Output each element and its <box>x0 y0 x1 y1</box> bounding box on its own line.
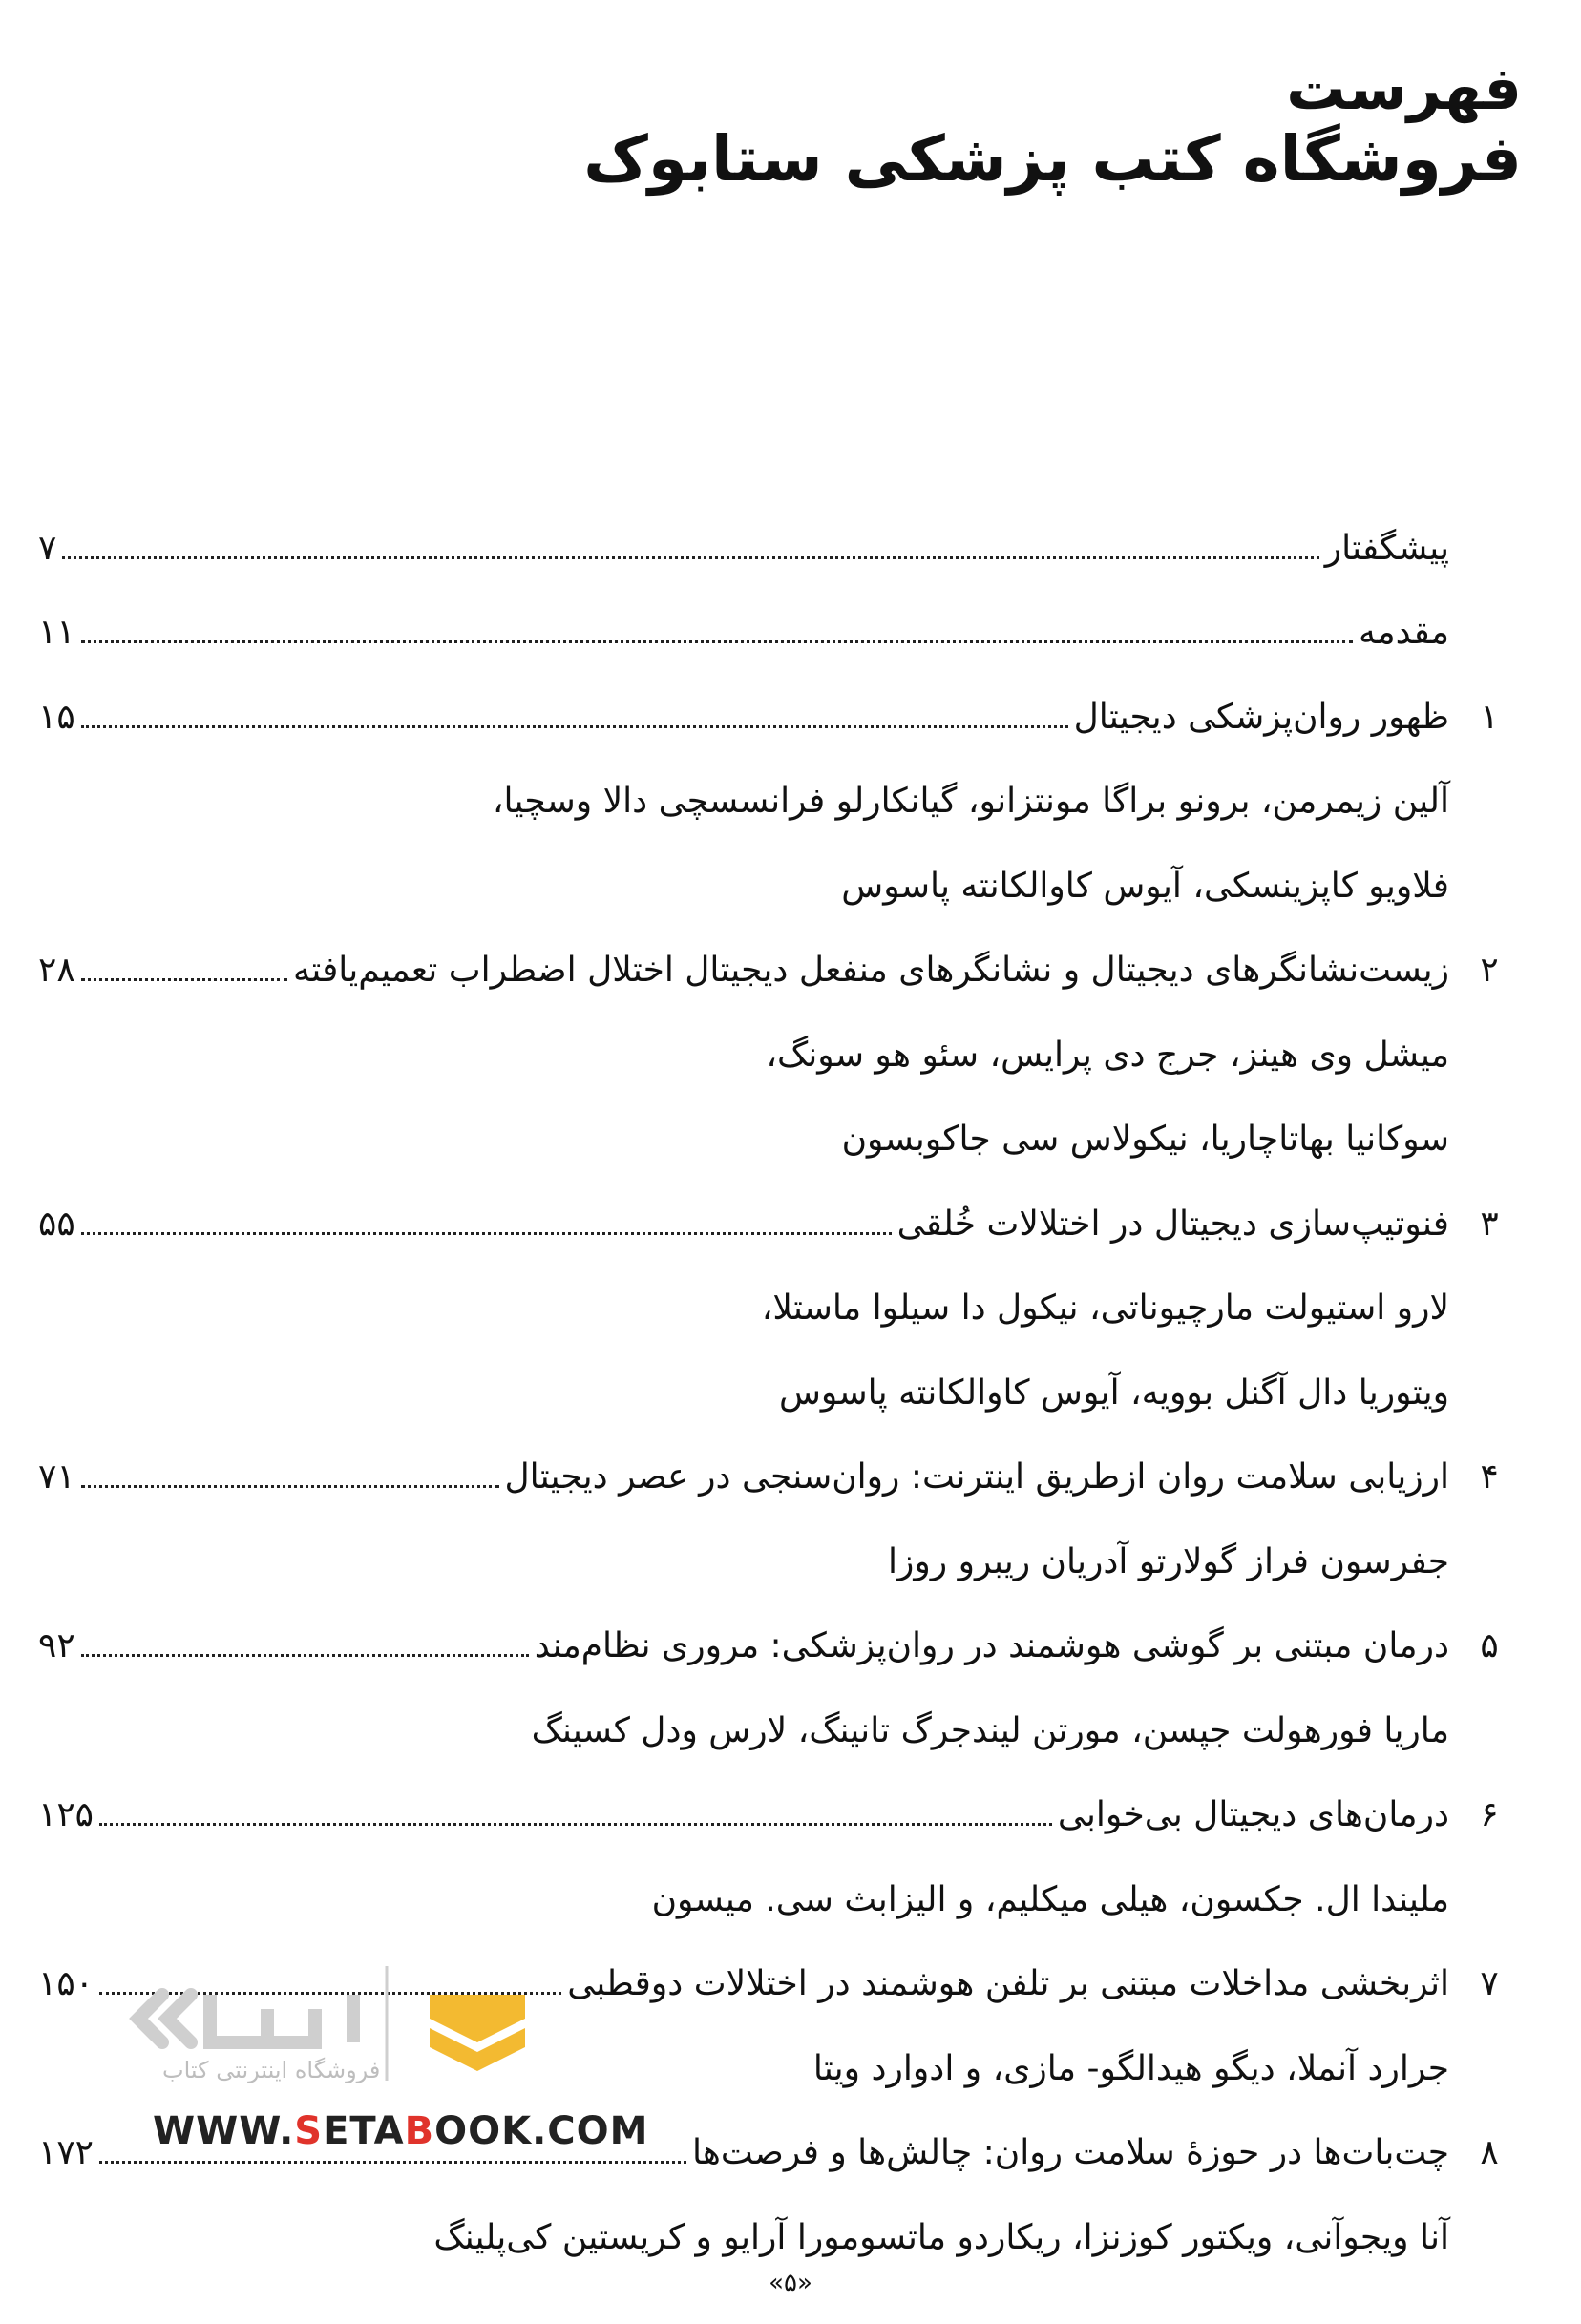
dot-leader <box>62 556 1318 559</box>
dot-leader <box>81 1232 892 1235</box>
toc-authors <box>38 1519 1449 1604</box>
chapter-number: ۸ <box>1480 2133 1499 2173</box>
dot-leader <box>81 1654 529 1657</box>
watermark-tagline: فروشگاه اینترنتی کتاب <box>162 2057 381 2083</box>
toc-page-number: ۲۸ <box>38 951 75 991</box>
toc-authors <box>38 1013 1449 1098</box>
author-names: ویتوریا دال آگنل بوویه، آیوس کاوالکانته پاسوس <box>778 1372 1449 1413</box>
toc-entry <box>38 1773 1499 1858</box>
chapter-number: ۱ <box>1480 697 1499 737</box>
author-names: آلین زیمرمن، برونو براگا مونتزانو، گیانکارلو فرانسسچی دالا وسچیا، <box>492 782 1449 822</box>
toc-page-number: ۱۵۰ <box>38 1964 95 2004</box>
toc-entry-title: اثربخشی مداخلات مبتنی بر تلفن هوشمند در اختلالات دوقطبی <box>567 1964 1449 2004</box>
toc-authors <box>38 1688 1449 1773</box>
toc-page-number: ۷۱ <box>38 1457 75 1497</box>
toc-authors <box>38 1098 1449 1183</box>
dot-leader <box>81 978 287 981</box>
toc-page-number: ۱۲۵ <box>38 1795 95 1835</box>
toc-page-number: ۵۵ <box>38 1204 75 1244</box>
store-name: فروشگاه کتب پزشکی ستابوک <box>583 122 1522 196</box>
toc-entry <box>38 1435 1499 1520</box>
toc-entry-title: زیست‌نشانگرهای دیجیتال و نشانگرهای منفعل دیجیتال اختلال اضطراب تعمیم‌یافته <box>292 951 1449 991</box>
toc-authors <box>38 760 1449 845</box>
chapter-number: ۲ <box>1480 951 1499 991</box>
author-names: ملیندا ال. جکسون، هیلی میکلیم، و الیزابث سی. میسون <box>651 1879 1449 1919</box>
toc-page-number: ۷ <box>38 528 57 568</box>
toc-entry <box>38 929 1499 1014</box>
author-names: میشل وی هینز، جرج دی پرایس، سئو هو سونگ، <box>766 1035 1449 1075</box>
toc-entry-title: درمان مبتنی بر گوشی هوشمند در روان‌پزشکی: مروری نظام‌مند <box>534 1626 1449 1666</box>
toc-authors <box>38 844 1449 929</box>
dot-leader <box>99 2161 686 2164</box>
toc-entry-title: ظهور روان‌پزشکی دیجیتال <box>1073 697 1449 737</box>
page-title: فهرست <box>1286 53 1522 123</box>
author-names: فلاویو کاپزینسکی، آیوس کاوالکانته پاسوس <box>841 866 1449 906</box>
toc-authors <box>38 1350 1449 1435</box>
toc-entry-title: چت‌بات‌ها در حوزهٔ سلامت روان: چالش‌ها و فرصت‌ها <box>691 2133 1449 2173</box>
toc-page-number: ۹۲ <box>38 1626 75 1666</box>
toc-entry-title: درمان‌های دیجیتال بی‌خوابی <box>1057 1795 1449 1835</box>
chapter-number: ۷ <box>1480 1964 1499 2004</box>
dot-leader <box>99 1823 1052 1826</box>
dot-leader <box>81 1485 499 1488</box>
dot-leader <box>99 1992 561 1995</box>
toc-entry-title: فنوتیپ‌سازی دیجیتال در اختلالات خُلقی <box>896 1204 1449 1244</box>
author-names: لارو استیولت مارچیوناتی، نیکول دا سیلوا ماستلا، <box>761 1288 1449 1329</box>
page-header <box>583 55 1522 197</box>
dot-leader <box>81 725 1068 728</box>
toc-entry <box>38 675 1499 760</box>
chapter-number: ۵ <box>1480 1626 1499 1666</box>
toc-entry-title: ارزیابی سلامت روان ازطریق اینترنت: روان‌سنجی در عصر دیجیتال <box>504 1457 1449 1497</box>
toc-authors <box>38 1267 1449 1351</box>
watermark-url: WWW.SETABOOK.COM <box>153 2109 649 2153</box>
toc-page-number: ۱۱ <box>38 613 75 653</box>
chapter-number: ۴ <box>1480 1457 1499 1497</box>
toc-authors <box>38 1857 1449 1942</box>
toc-entry <box>38 2111 1499 2196</box>
toc-entry <box>38 1604 1499 1689</box>
author-names: جفرسون فراز گولارتو آدریان ریبرو روزا <box>888 1541 1449 1581</box>
toc-page-number: ۱۷۲ <box>38 2133 95 2173</box>
toc-entry <box>38 506 1449 591</box>
toc-authors <box>38 2195 1449 2280</box>
toc-entry-title: مقدمه <box>1359 613 1449 653</box>
table-of-contents <box>38 506 1499 2280</box>
chapter-number: ۶ <box>1480 1795 1499 1835</box>
author-names: سوکانیا بهاتاچاریا، نیکولاس سی جاکوبسون <box>841 1120 1449 1160</box>
author-names: ماریا فورهولت جپسن، مورتن لیندجرگ تانینگ، لارس ودل کسینگ <box>531 1710 1449 1750</box>
author-names: جرارد آنملا، دیگو هیدالگو- مازی، و ادوارد ویتا <box>812 2048 1449 2088</box>
dot-leader <box>81 640 1353 643</box>
toc-entry <box>38 1942 1499 2027</box>
toc-entry-title: پیشگفتار <box>1324 528 1449 568</box>
footer-page-number: «۵» <box>769 2269 812 2297</box>
toc-page-number: ۱۵ <box>38 697 75 737</box>
toc-authors <box>38 2026 1449 2111</box>
chapter-number: ۳ <box>1480 1204 1499 1244</box>
author-names: آنا ویجوآنی، ویکتور کوزنزا، ریکاردو ماتسومورا آرایو و کریستین کی‌پلینگ <box>433 2217 1449 2257</box>
toc-entry <box>38 591 1449 676</box>
toc-entry <box>38 1182 1499 1267</box>
